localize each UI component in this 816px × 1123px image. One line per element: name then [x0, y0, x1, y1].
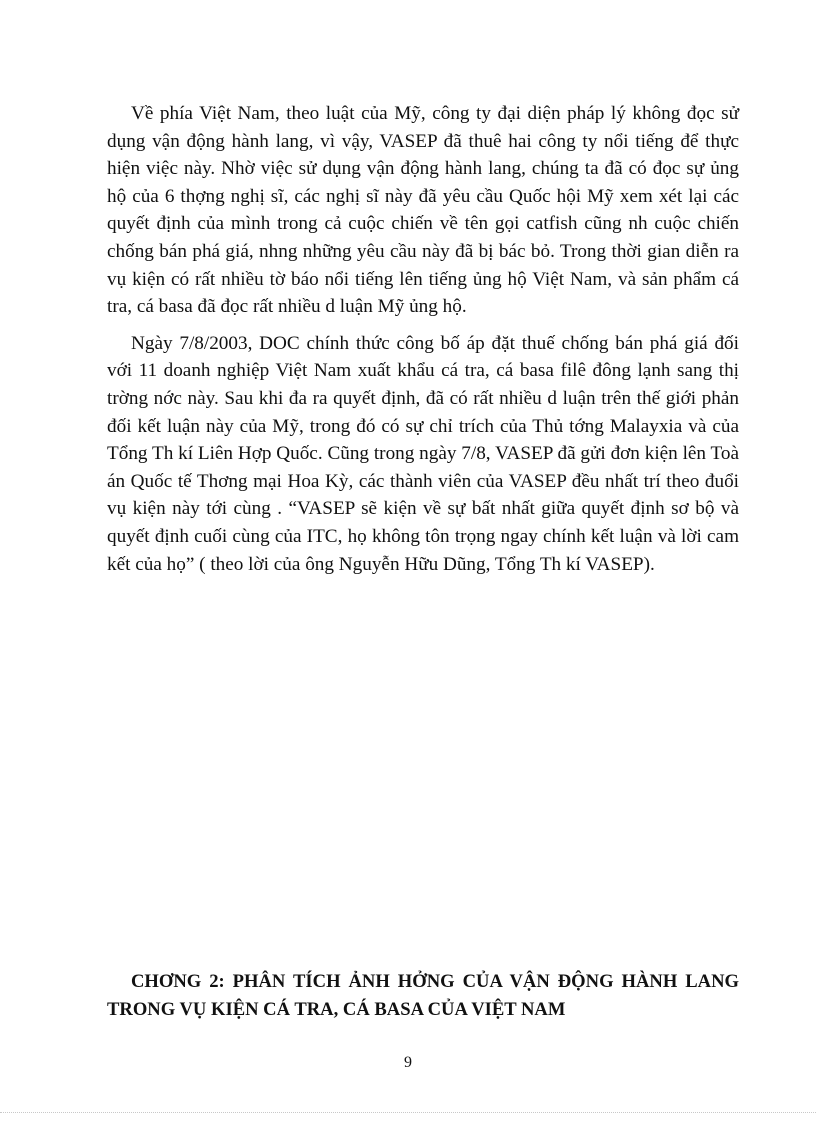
page-bottom-divider [0, 1112, 816, 1113]
chapter-heading: CHƠNG 2: PHÂN TÍCH ẢNH HỞNG CỦA VẬN ĐỘNG HÀNH LANG TRONG VỤ KIỆN CÁ TRA, CÁ BASA CỦA VIỆT NAM [107, 971, 739, 1020]
paragraph-lobbying-vietnam: Về phía Việt Nam, theo luật của Mỹ, công ty đại diện pháp lý không đọc sử dụng vận động hành lang, vì vậy, VASEP đã thuê hai công ty nổi tiếng để thực hiện việc này. Nhờ việc sử dụng vận động hành lang, chúng ta đã có đọc sự ủng hộ của 6 thợng nghị sĩ, các nghị sĩ này đã yêu cầu Quốc hội Mỹ xem xét lại các quyết định của mình trong cả cuộc chiến về tên gọi catfish cũng nh cuộc chiến chống bán phá giá, nhng những yêu cầu này đã bị bác bỏ. Trong thời gian diễn ra vụ kiện có rất nhiều tờ báo nổi tiếng lên tiếng ủng hộ Việt Nam, và sản phẩm cá tra, cá basa đã đọc rất nhiều d luận Mỹ ủng hộ. [107, 103, 739, 318]
paragraph-doc-ruling: Ngày 7/8/2003, DOC chính thức công bố áp đặt thuế chống bán phá giá đối với 11 doanh nghiệp Việt Nam xuất khẩu cá tra, cá basa filê đông lạnh sang thị trờng nớc này. Sau khi đa ra quyết định, đã có rất nhiều d luận trên thế giới phản đối kết luận này của Mỹ, trong đó có sự chỉ trích của Thủ tớng Malayxia và của Tổng Th kí Liên Hợp Quốc. Cũng trong ngày 7/8, VASEP đã gửi đơn kiện lên Toà án Quốc tế Thơng mại Hoa Kỳ, các thành viên của VASEP đều nhất trí theo đuổi vụ kiện này tới cùng . “VASEP sẽ kiện về sự bất nhất giữa quyết định sơ bộ và quyết định cuối cùng của ITC, họ không tôn trọng ngay chính kết luận và lời cam kết của họ” ( theo lời của ông Nguyễn Hữu Dũng, Tổng Th kí VASEP). [107, 332, 739, 575]
body-text [107, 100, 739, 578]
page-number: 9 [404, 1054, 412, 1071]
